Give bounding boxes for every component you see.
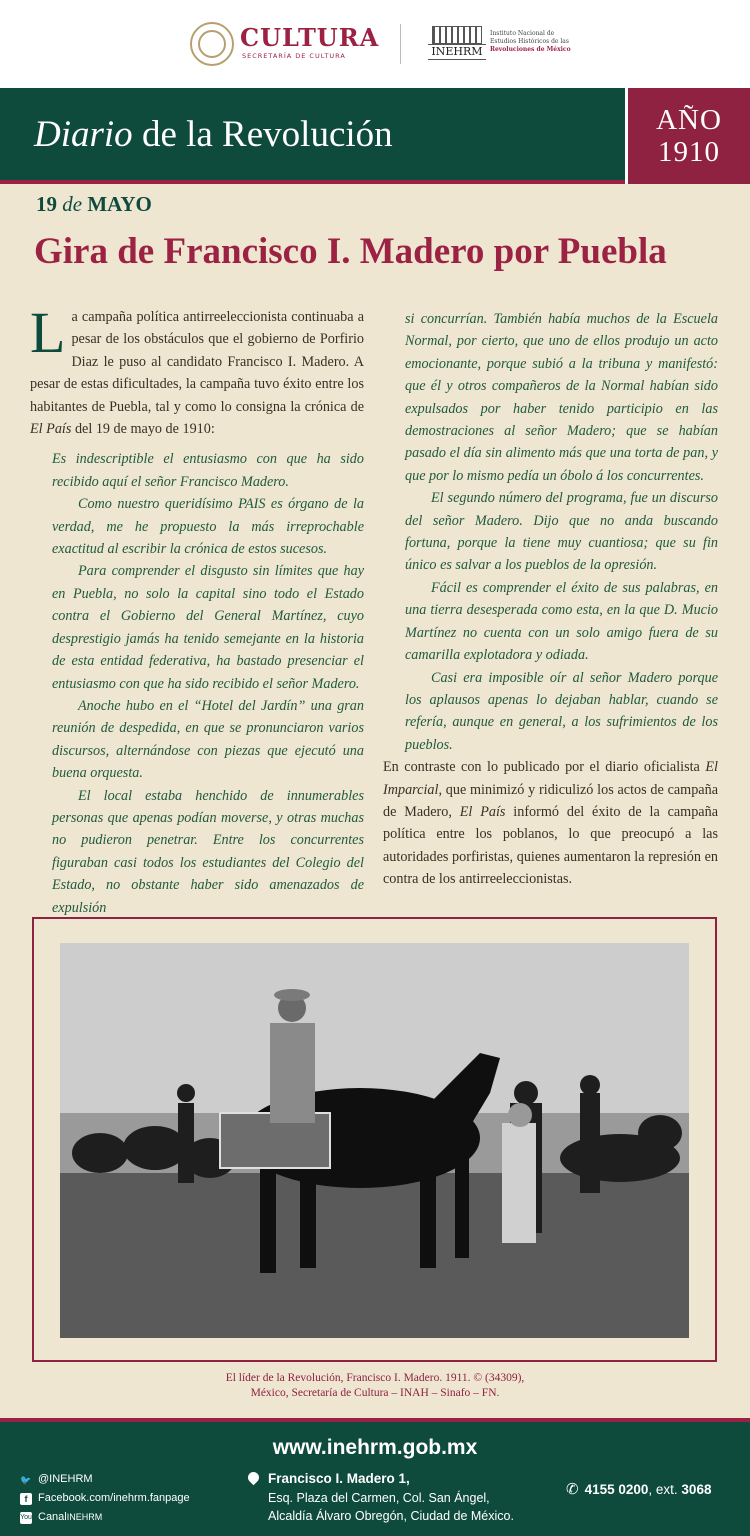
banner-title	[34, 113, 393, 156]
quote-paragraph: Casi era imposible oír al señor Madero porque los aplausos apenas lo dejaban hablar, cuando se refería, aunque en general, a los sufrimientos de los pueblos.	[405, 669, 718, 753]
inehrm-logo	[428, 26, 486, 60]
youtube-icon: You	[20, 1512, 32, 1524]
inehrm-name-line-3: Revoluciones de México	[490, 46, 571, 53]
address-line-1: Francisco I. Madero 1,	[268, 1471, 410, 1486]
youtube-channel: INEHRM	[66, 1512, 103, 1522]
historic-photo	[60, 943, 689, 1338]
quote-paragraph: si concurrían. También había muchos de la Escuela Normal, por cierto, que uno de ellos produjo un acto emocionante, porque subió a la tribuna y manifestó: que él y otros compañeros de la Normal habían sido expulsados por haber tenido participio en las demostraciones al señor Madero; que se habían pasado el día sin alimento más que una torta de pan, y que por lo mismo pedía un óbolo á los concurrentes.	[405, 311, 718, 484]
intro-text-1: a campaña política antirreeleccionista continuaba a pesar de los obstáculos que el gobierno de Porfirio Diaz le puso al candidato Francisco I. Madero. A pesar de estas dificultades, la campaña tuvo éxito entre los habitantes de Puebla, tal y como lo consigna la crónica de	[30, 309, 364, 415]
quote-paragraph: Para comprender el disgusto sin límites que hay en Puebla, no solo la capital sino todo el Estado contra el Gobierno del General Martínez, cuyo desprestigio jamás ha tenido semejante en la historia de esta entidad federativa, ha bastado presenciar el entusiasmo con que ha sido recibido el señor Madero.	[52, 563, 364, 692]
quote-paragraph: Es indescriptible el entusiasmo con que ha sido recibido aquí el señor Francisco Madero.	[52, 451, 364, 490]
top-header	[0, 0, 750, 88]
inehrm-wordmark: INEHRM	[428, 44, 486, 60]
date-month: MAYO	[87, 192, 152, 216]
article-column-right	[383, 308, 718, 891]
year-value: 1910	[658, 136, 720, 168]
cultura-subtitle: SECRETARÍA DE CULTURA	[242, 52, 346, 60]
inehrm-full-name	[490, 30, 610, 54]
closing-source-2: El País	[459, 803, 506, 820]
location-pin-icon	[246, 1470, 262, 1486]
photo-caption	[0, 1371, 750, 1401]
closing-text-1: En contraste con lo publicado por el diario oficialista	[383, 759, 706, 776]
drop-cap: L	[30, 300, 66, 365]
facebook-handle: Facebook.com/inehrm.fanpage	[38, 1492, 190, 1504]
cultura-title: CULTURA	[240, 23, 380, 52]
chronicle-quote-right	[405, 308, 718, 756]
closing-text-3: informó del éxito de la campaña política entre los poblanos, lo que preocupó a las autoridades porfiristas, quienes aumentaron la represión en contra de los antirreeleccionistas.	[383, 803, 718, 888]
quote-paragraph: El segundo número del programa, fue un discurso del señor Madero. Dijo que no anda buscando fortuna, porque la tiene muy cuantiosa; que su fin único es salvar a los pueblos de la opresión.	[405, 490, 718, 574]
address-line-3: Alcaldía Álvaro Obregón, Ciudad de México.	[268, 1509, 514, 1523]
year-badge	[625, 88, 750, 184]
inehrm-name-line-1: Instituto Nacional de	[490, 30, 555, 37]
youtube-link[interactable]	[20, 1508, 190, 1527]
mexico-seal-logo	[190, 22, 234, 66]
banner-title-rest: de la Revolución	[132, 114, 393, 155]
phone-icon: ✆	[566, 1481, 579, 1498]
header-divider	[400, 24, 401, 64]
article-date	[36, 192, 152, 217]
facebook-link[interactable]	[20, 1489, 190, 1508]
article-closing	[383, 756, 718, 890]
social-links	[20, 1470, 190, 1527]
facebook-icon: f	[20, 1493, 32, 1505]
closing-source-1: El Imparcial	[383, 759, 718, 798]
date-de: de	[62, 192, 83, 216]
website-link[interactable]: www.inehrm.gob.mx	[272, 1436, 478, 1459]
caption-line-1: El líder de la Revolución, Francisco I. Madero. 1911. © (34309),	[225, 1372, 525, 1384]
year-label: AÑO	[656, 104, 722, 136]
cultura-logo	[240, 24, 379, 60]
youtube-prefix: Canal	[38, 1511, 67, 1523]
phone-ext-label: , ext.	[648, 1482, 682, 1497]
inehrm-name-line-2: Estudios Históricos de las	[490, 38, 569, 45]
twitter-handle: @INEHRM	[38, 1473, 93, 1485]
phone-main: 4155 0200	[584, 1482, 649, 1497]
address-line-2: Esq. Plaza del Carmen, Col. San Ángel,	[268, 1490, 490, 1505]
closing-text-2: , que minimizó y ridiculizó los actos de campaña de Madero,	[383, 781, 718, 820]
article-column-left	[30, 300, 364, 919]
quote-paragraph: Fácil es comprender el éxito de sus palabras, en una tierra desesperada como esta, en la que D. Mucio Martínez no cuenta con un solo amigo fuera de su camarilla explotadora y odiada.	[405, 579, 718, 664]
intro-source: El País	[30, 421, 72, 438]
banner-underline	[0, 180, 625, 184]
address-block	[250, 1470, 514, 1526]
building-icon	[432, 26, 482, 44]
footer	[0, 1418, 750, 1536]
caption-line-2: México, Secretaría de Cultura – INAH – Sinafo – FN.	[250, 1387, 500, 1399]
date-day: 19	[36, 192, 57, 216]
chronicle-quote-left	[52, 448, 364, 919]
phone-ext: 3068	[681, 1482, 712, 1497]
photo-illustration	[60, 943, 689, 1338]
intro-text-2: del 19 de mayo de 1910:	[71, 421, 215, 438]
article-intro	[30, 300, 364, 440]
quote-paragraph: Como nuestro queridísimo PAIS es órgano de la verdad, me he propuesto la más irreprochable exactitud al escribir la crónica de estos sucesos.	[52, 496, 364, 558]
article-headline: Gira de Francisco I. Madero por Puebla	[34, 231, 667, 272]
quote-paragraph: Anoche hubo en el “Hotel del Jardín” una gran reunión de despedida, en que se pronunciaron varios discursos, alternándose con piezas que ejecutó una buena orquesta.	[52, 697, 364, 782]
twitter-link[interactable]	[20, 1470, 190, 1489]
quote-paragraph: El local estaba henchido de innumerables personas que apenas podían moverse, y otras muchas no pudieron penetrar. Entre los concurrentes figuraban casi todos los estudiantes del Colegio del Estado, no obstante haber sido amenazados de expulsión	[52, 787, 364, 916]
phone-number[interactable]	[566, 1480, 711, 1498]
banner-title-italic: Diario	[34, 114, 133, 155]
twitter-icon: 🐦	[20, 1474, 32, 1485]
